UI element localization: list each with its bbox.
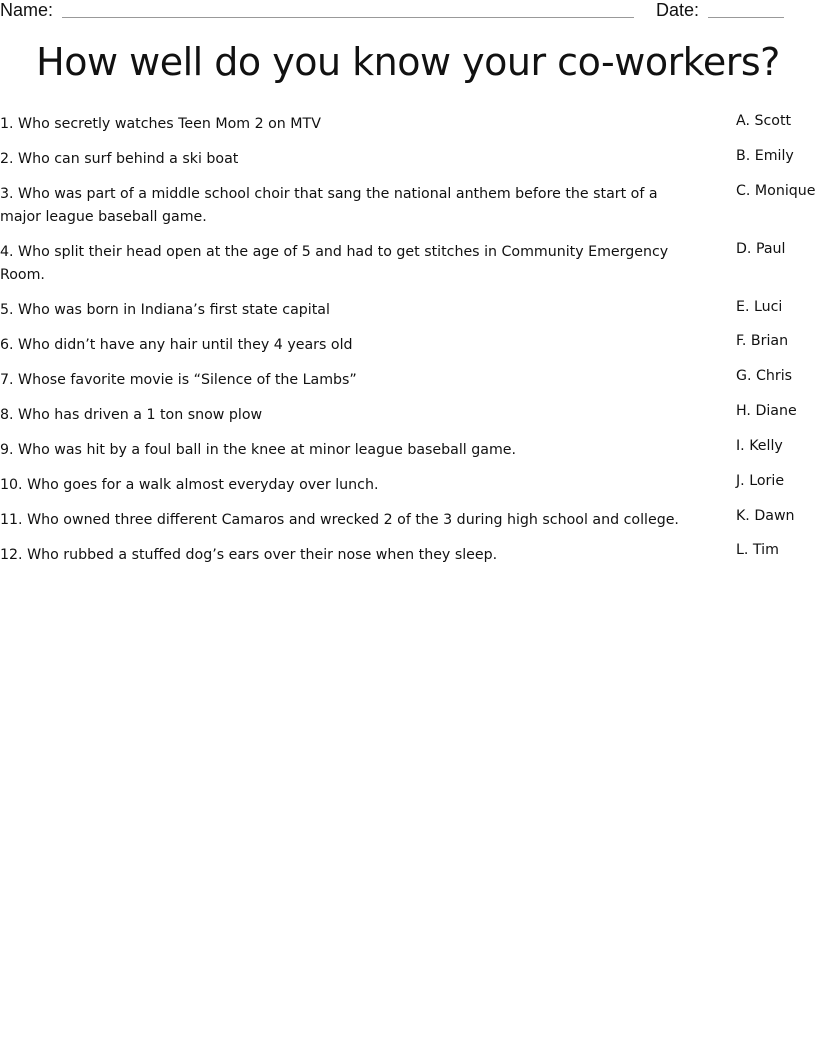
answer-item: E. Luci [736, 299, 783, 315]
date-label: Date: [656, 0, 700, 20]
question-item: 12. Who rubbed a stuffed dog’s ears over their nose when they sleep. [0, 547, 498, 563]
question-item: 10. Who goes for a walk almost everyday over lunch. [0, 477, 379, 493]
question-item: 11. Who owned three different Camaros and wrecked 2 of the 3 during high school and college. [0, 512, 679, 528]
answer-item: B. Emily [736, 148, 794, 164]
answer-item: G. Chris [736, 368, 793, 384]
worksheet-header [0, 0, 816, 24]
question-list [0, 113, 700, 579]
question-item: 2. Who can surf behind a ski boat [0, 151, 239, 167]
question-item: 4. Who split their head open at the age of 5 and had to get stitches in Community Emergency Room. [0, 244, 669, 283]
question-item: 6. Who didn’t have any hair until they 4 years old [0, 337, 353, 353]
answer-item: K. Dawn [736, 508, 795, 524]
answer-item: A. Scott [736, 113, 792, 129]
question-item: 8. Who has driven a 1 ton snow plow [0, 407, 263, 423]
answer-item: L. Tim [736, 542, 779, 558]
question-item: 5. Who was born in Indiana’s first state capital [0, 302, 330, 318]
answer-item: I. Kelly [736, 438, 783, 454]
answer-item: D. Paul [736, 241, 786, 257]
question-item: 1. Who secretly watches Teen Mom 2 on MTV [0, 116, 321, 132]
question-item: 9. Who was hit by a foul ball in the knee at minor league baseball game. [0, 442, 517, 458]
page-title: How well do you know your co-workers? [36, 40, 780, 84]
answer-item: C. Monique [736, 183, 816, 199]
name-label: Name: [0, 0, 54, 20]
question-item: 3. Who was part of a middle school choir that sang the national anthem before the start of a major league baseball game. [0, 186, 658, 225]
name-field[interactable] [62, 17, 634, 18]
answer-item: H. Diane [736, 403, 797, 419]
date-field[interactable] [708, 17, 784, 18]
answer-item: F. Brian [736, 333, 789, 349]
question-item: 7. Whose favorite movie is “Silence of the Lambs” [0, 372, 357, 388]
answer-item: J. Lorie [736, 473, 785, 489]
